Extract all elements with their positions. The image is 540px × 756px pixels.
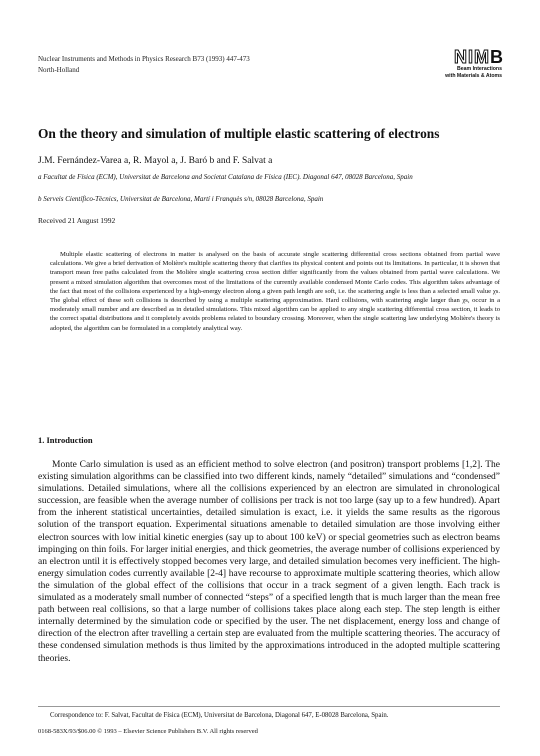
logo-letter-b: B — [490, 47, 504, 67]
section-heading: 1. Introduction — [38, 435, 93, 445]
logo-subtitle-1: Beam Interactions — [457, 66, 502, 72]
affiliation-a: a Facultat de Física (ECM), Universitat de Barcelona and Societat Catalana de Física (IEC). Diagonal 647, 08028 Barcelona, Spain — [38, 173, 413, 181]
logo-subtitle-2: with Materials & Atoms — [445, 73, 502, 79]
logo-letters-outline: NIM — [454, 47, 490, 67]
affiliation-b: b Serveis Científico-Tècnics, Universitat de Barcelona, Martí i Franquès s/n, 08028 Barcelona, Spain — [38, 195, 324, 203]
journal-citation — [38, 54, 250, 76]
correspondence-note: Correspondence to: F. Salvat, Facultat de Física (ECM), Universitat de Barcelona, Diagonal 647, E-08028 Barcelona, Spain. — [50, 712, 389, 719]
author-list: J.M. Fernández-Varea a, R. Mayol a, J. Baró b and F. Salvat a — [38, 156, 273, 166]
journal-line: Nuclear Instruments and Methods in Physics Research B73 (1993) 447-473 — [38, 55, 250, 63]
journal-logo — [404, 48, 504, 80]
journal-publisher: North-Holland — [38, 66, 80, 74]
abstract: Multiple elastic scattering of electrons in matter is analysed on the basis of accurate single scattering differential cross sections obtained from partial wave calculations. We give a brief derivation of Molière's multiple scattering theory that clarifies its physical content and points out its limitations. In particular, it is shown that transport mean free paths calculated from the Molière single scattering cross section differ significantly from the values obtained from partial wave calculations. We present a mixed simulation algorithm that overcomes most of the limitations of the currently available condensed Monte Carlo codes. This algorithm takes advantage of the fact that most of the collisions experienced by a high-energy electron along a given path length are soft, i.e. the scattering angle is less than a selected small value χs. The global effect of these soft collisions is described by using a multiple scattering approximation. Hard collisions, with scattering angle larger than χs, occur in a moderately small number and are described as in detailed simulations. This mixed algorithm can be applied to any single scattering differential cross section, it leads to the correct spatial distributions and it completely avoids problems related to boundary crossing. Moreover, when the single scattering law underlying Molière's theory is adopted, the algorithm can be formulated in a completely analytical way. — [50, 251, 500, 332]
received-date: Received 21 August 1992 — [38, 216, 116, 225]
logo-mark — [404, 48, 504, 66]
copyright-line: 0168-583X/93/$06.00 © 1993 – Elsevier Science Publishers B.V. All rights reserved — [38, 728, 258, 735]
footnote-divider — [38, 706, 500, 707]
body-paragraph: Monte Carlo simulation is used as an efficient method to solve electron (and positron) transport problems [1,2]. The existing simulation algorithms can be classified into two different kinds, namely “detailed” simulations and “condensed” simulations. Detailed simulations, where all the collisions experienced by an electron are simulated in chronological succession, are feasible when the average number of collisions per track is not too large (say up to a few hundred). Apart from the inherent statistical uncertainties, detailed simulation is exact, i.e. it yields the same results as the rigorous solution of the transport equation. Experimental situations amenable to detailed simulation are those involving either electron sources with low initial kinetic energies (say up to about 100 keV) or special geometries such as electron beams impinging on thin foils. For larger initial energies, and thick geometries, the average number of collisions experienced by an electron until it is effectively stopped becomes very large, and detailed simulation becomes very inefficient. The high-energy simulation codes currently available [2-4] have recourse to approximate multiple scattering theories, which allow the simulation of the global effect of the collisions that occur in a track segment of a given length. Each track is simulated as a moderately small number of connected “steps” of a specified length that is much larger than the mean free path between real collisions, so that a large number of collisions takes place along each step. The step length is either internally determined by the simulation code or specified by the user. The net displacement, energy loss and change of direction of the electron after travelling a certain step are evaluated from the multiple scattering theories. The accuracy of these condensed simulation methods is thus limited by the approximations introduced in the adopted multiple scattering theories. — [38, 460, 500, 664]
paper-title: On the theory and simulation of multiple elastic scattering of electrons — [38, 126, 440, 141]
